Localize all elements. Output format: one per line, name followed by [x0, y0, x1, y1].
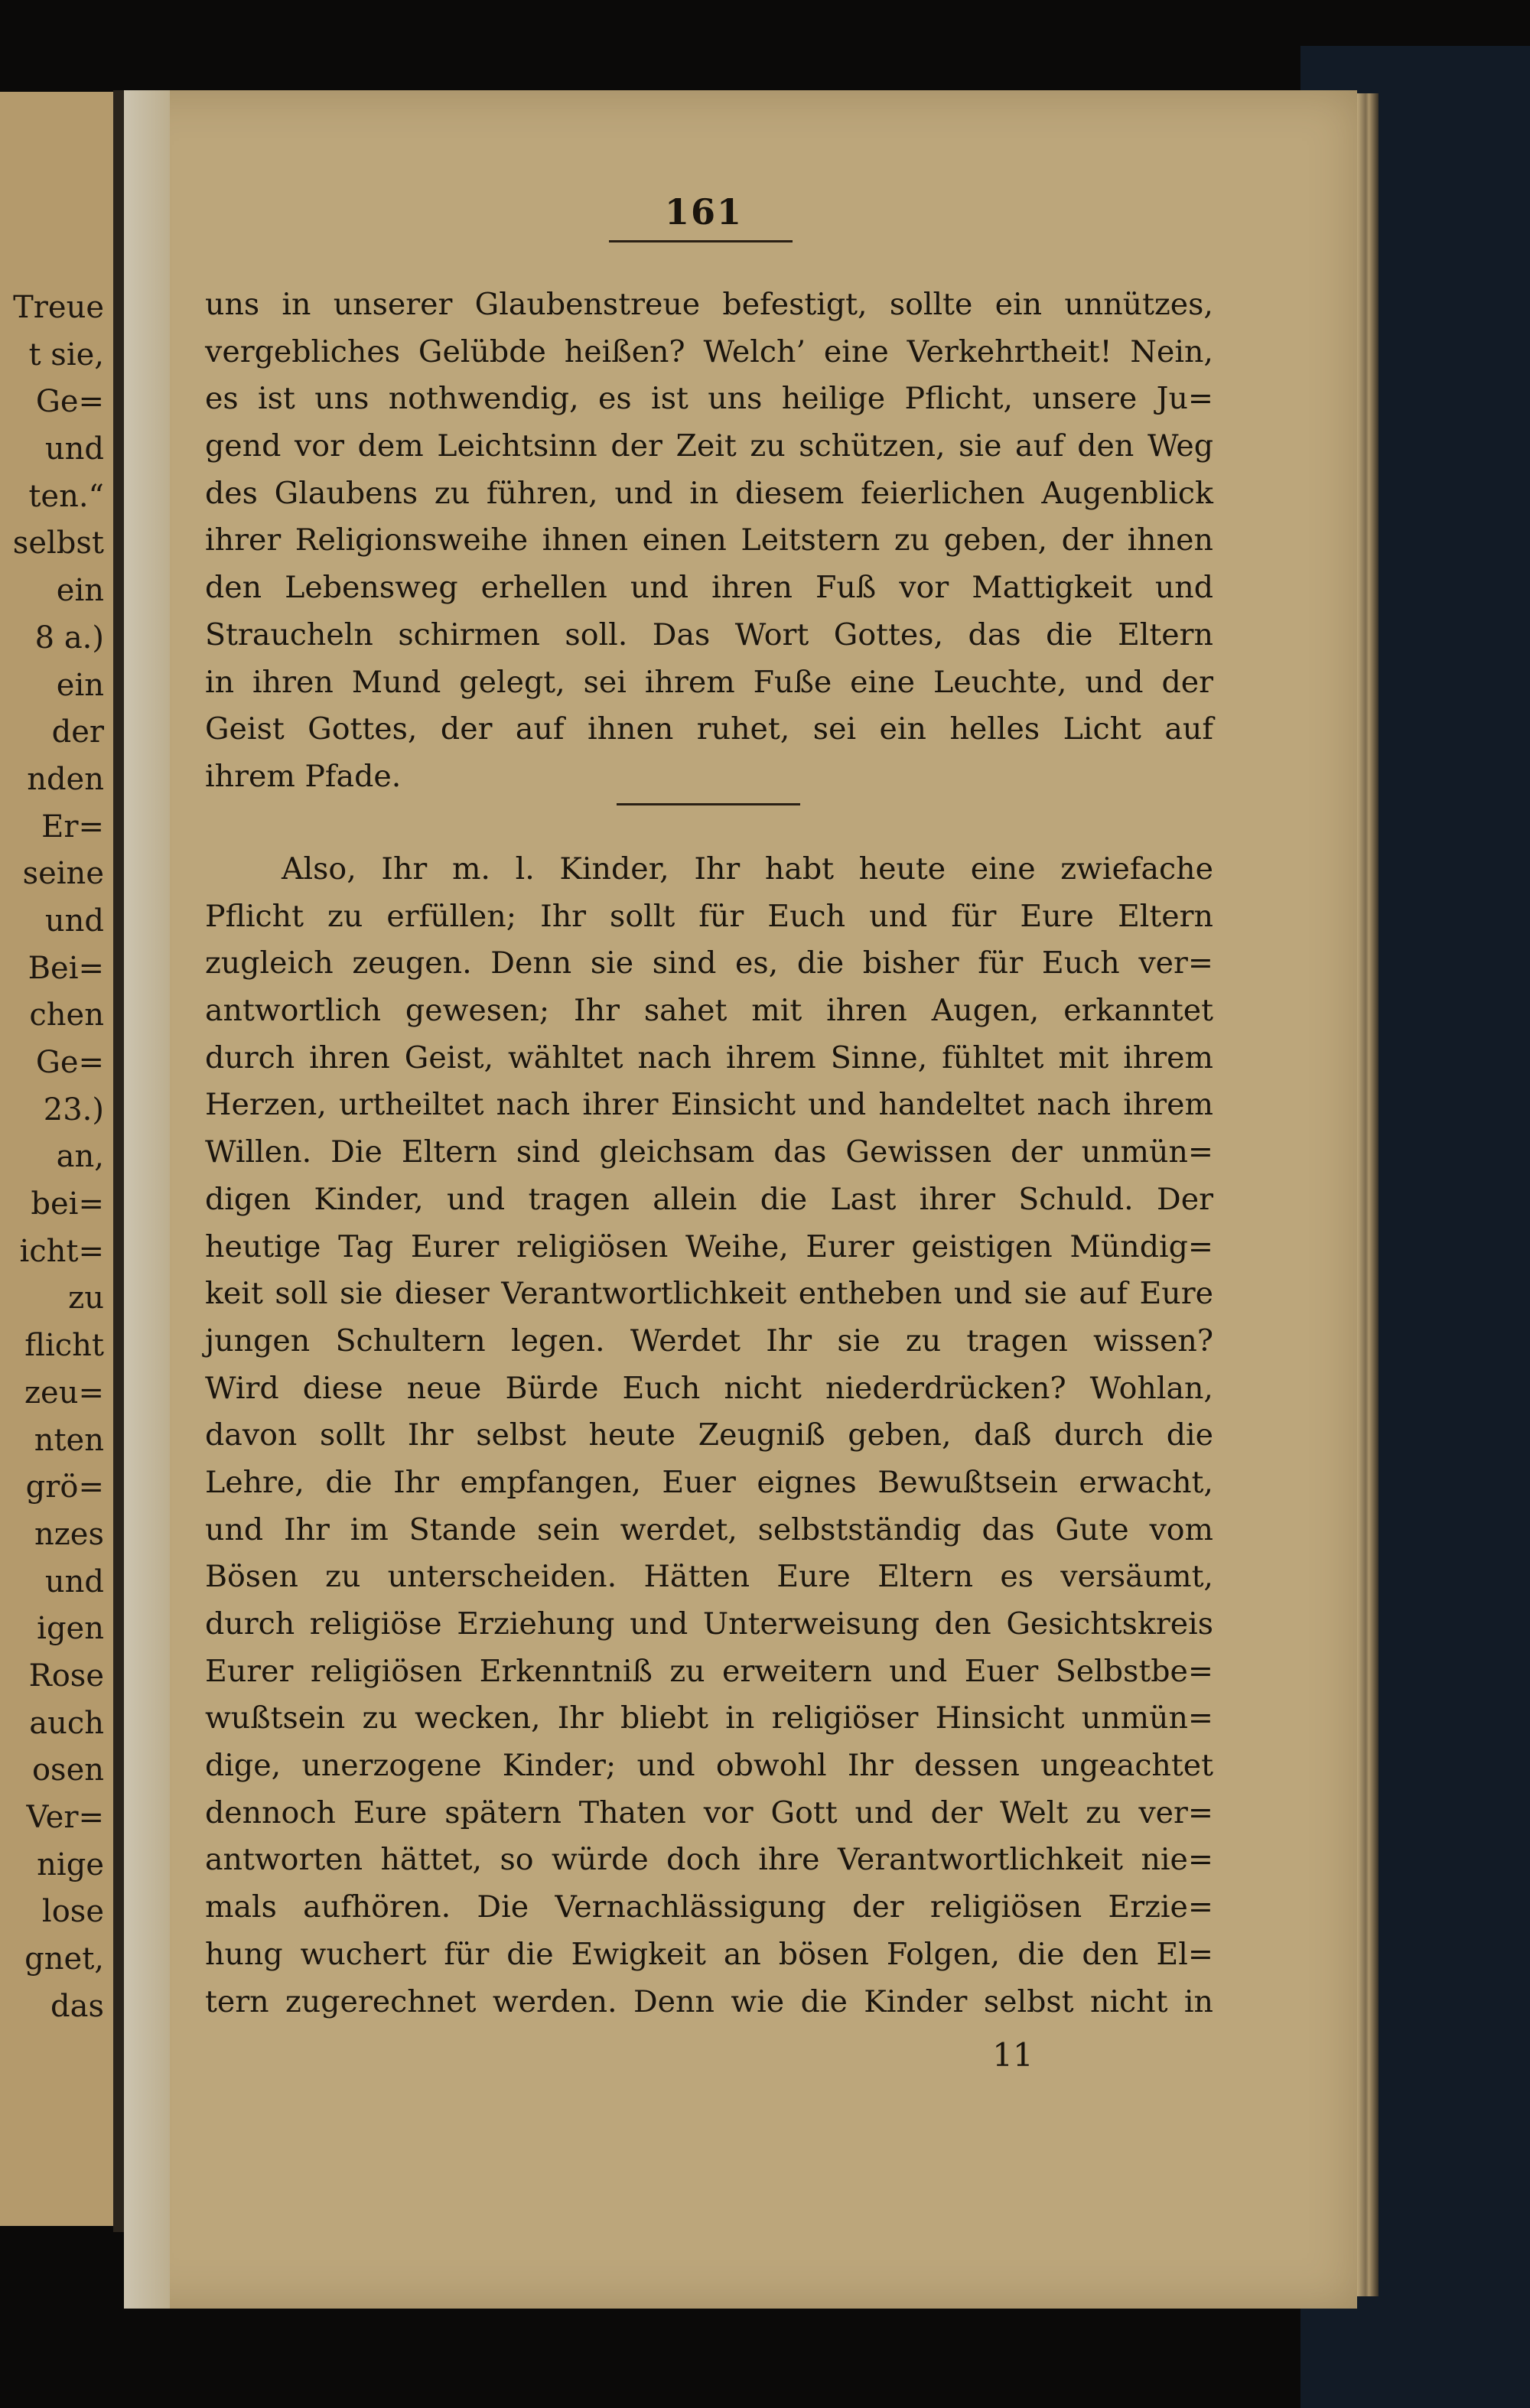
- text-line: des Glaubens zu führen, und in diesem feierlichen Augenblick: [205, 475, 1213, 511]
- text-line: uns in unserer Glaubenstreue befestigt, sollte ein unnützes,: [205, 287, 1213, 322]
- previous-page-line: nzes: [34, 1516, 104, 1552]
- text-line: zugleich zeugen. Denn sie sind es, die bisher für Euch ver=: [205, 945, 1213, 981]
- previous-page-line: 23.): [43, 1092, 104, 1128]
- previous-page-text: [13, 285, 104, 2030]
- previous-page-line: das: [50, 1988, 104, 2024]
- previous-page-line: an,: [56, 1139, 104, 1175]
- text-line: Eurer religiösen Erkenntniß zu erweitern und Euer Selbstbe=: [205, 1653, 1213, 1689]
- previous-page-line: zu: [68, 1280, 104, 1316]
- previous-page-line: Rose: [28, 1658, 104, 1694]
- paragraph-1: [205, 281, 1213, 801]
- previous-page-line: und: [44, 431, 104, 467]
- text-line: heutige Tag Eurer religiösen Weihe, Eurer geistigen Mündig=: [205, 1228, 1213, 1264]
- text-line: Bösen zu unterscheiden. Hätten Eure Eltern es versäumt,: [205, 1559, 1213, 1595]
- previous-page-line: selbst: [12, 526, 104, 561]
- text-line: Herzen, urtheiltet nach ihrer Einsicht und handeltet nach ihrem: [205, 1087, 1213, 1123]
- text-line: den Lebensweg erhellen und ihren Fuß vor Mattigkeit und: [205, 570, 1213, 606]
- previous-page-line: nten: [34, 1422, 104, 1458]
- page-number: 161: [664, 191, 744, 233]
- text-line: wußtsein zu wecken, Ihr bliebt in religiöser Hinsicht unmün=: [205, 1700, 1213, 1736]
- previous-page-line: osen: [31, 1752, 104, 1788]
- text-line: dige, unerzogene Kinder; und obwohl Ihr dessen ungeachtet: [205, 1748, 1213, 1784]
- previous-page-line: zeu=: [24, 1375, 104, 1411]
- previous-page-line: und: [44, 903, 104, 939]
- previous-page-line: bei=: [31, 1186, 104, 1222]
- page-number-rule: [609, 240, 793, 242]
- text-line: und Ihr im Stande sein werdet, selbstständig das Gute vom: [205, 1512, 1213, 1547]
- text-line: keit soll sie dieser Verantwortlichkeit entheben und sie auf Eure: [205, 1276, 1213, 1312]
- text-line: vergebliches Gelübde heißen? Welch’ eine Verkehrtheit! Nein,: [205, 334, 1213, 369]
- previous-page-line: und: [44, 1564, 104, 1599]
- previous-page-line: Bei=: [28, 950, 104, 986]
- previous-page-line: gnet,: [24, 1941, 104, 1977]
- text-line: Wird diese neue Bürde Euch nicht niederdrücken? Wohlan,: [205, 1370, 1213, 1406]
- previous-page-line: grö=: [25, 1469, 104, 1505]
- text-line: ihrer Religionsweihe ihnen einen Leitstern zu geben, der ihnen: [205, 522, 1213, 558]
- section-divider: [617, 803, 800, 805]
- previous-page-line: Er=: [41, 809, 104, 844]
- text-line: in ihren Mund gelegt, sei ihrem Fuße eine Leuchte, und der: [205, 664, 1213, 700]
- previous-page-line: flicht: [24, 1328, 104, 1364]
- previous-page-line: chen: [29, 997, 104, 1033]
- text-line: antworten hättet, so würde doch ihre Verantwortlichkeit nie=: [205, 1842, 1213, 1878]
- previous-page-line: nden: [27, 761, 104, 797]
- previous-page-line: icht=: [19, 1233, 104, 1269]
- text-line: hung wuchert für die Ewigkeit an bösen Folgen, die den El=: [205, 1936, 1213, 1972]
- text-line: Geist Gottes, der auf ihnen ruhet, sei ein helles Licht auf: [205, 711, 1213, 747]
- previous-page-line: Treue: [13, 290, 104, 325]
- previous-page-line: Ver=: [26, 1800, 104, 1835]
- text-line: davon sollt Ihr selbst heute Zeugniß geben, daß durch die: [205, 1417, 1213, 1453]
- page-edge: [1357, 93, 1379, 2296]
- text-line: dennoch Eure spätern Thaten vor Gott und der Welt zu ver=: [205, 1795, 1213, 1830]
- text-line: durch ihren Geist, wähltet nach ihrem Sinne, fühltet mit ihrem: [205, 1040, 1213, 1075]
- text-line: jungen Schultern legen. Werdet Ihr sie zu tragen wissen?: [205, 1323, 1213, 1359]
- previous-page-line: der: [51, 714, 104, 750]
- text-line: durch religiöse Erziehung und Unterweisung den Gesichtskreis: [205, 1606, 1213, 1642]
- previous-page-line: 8 a.): [34, 620, 104, 656]
- text-line: Pflicht zu erfüllen; Ihr sollt für Euch und für Eure Eltern: [205, 898, 1213, 934]
- previous-page-line: Ge=: [35, 384, 104, 420]
- text-line: gend vor dem Leichtsinn der Zeit zu schützen, sie auf den Weg: [205, 428, 1213, 464]
- text-line: tern zugerechnet werden. Denn wie die Kinder selbst nicht in: [205, 1983, 1213, 2019]
- previous-page-line: igen: [37, 1611, 104, 1647]
- text-line: Lehre, die Ihr empfangen, Euer eignes Bewußtsein erwacht,: [205, 1464, 1213, 1500]
- previous-page-line: Ge=: [35, 1045, 104, 1080]
- previous-page-line: ein: [56, 667, 104, 703]
- text-line: Straucheln schirmen soll. Das Wort Gottes, das die Eltern: [205, 617, 1213, 652]
- previous-page-strip: [0, 92, 113, 2226]
- text-line: Willen. Die Eltern sind gleichsam das Gewissen der unmün=: [205, 1134, 1213, 1170]
- text-line: mals aufhören. Die Vernachlässigung der religiösen Erzie=: [205, 1889, 1213, 1925]
- previous-page-line: seine: [22, 856, 104, 892]
- previous-page-line: ten.“: [28, 478, 104, 514]
- previous-page-line: lose: [41, 1894, 104, 1930]
- text-line: es ist uns nothwendig, es ist uns heilige Pflicht, unsere Ju=: [205, 381, 1213, 417]
- paragraph-2: [205, 846, 1213, 2026]
- previous-page-line: t sie,: [28, 337, 104, 373]
- text-line: Also, Ihr m. l. Kinder, Ihr habt heute eine zwiefache: [282, 851, 1213, 887]
- previous-page-line: ein: [56, 573, 104, 609]
- text-line: antwortlich gewesen; Ihr sahet mit ihren Augen, erkanntet: [205, 993, 1213, 1029]
- page-binding-margin: [124, 90, 170, 2309]
- previous-page-line: nige: [37, 1847, 104, 1882]
- signature-mark: 11: [992, 2036, 1034, 2074]
- text-line: ihrem Pfade.: [205, 758, 402, 794]
- previous-page-line: auch: [29, 1705, 104, 1741]
- text-line: digen Kinder, und tragen allein die Last ihrer Schuld. Der: [205, 1181, 1213, 1217]
